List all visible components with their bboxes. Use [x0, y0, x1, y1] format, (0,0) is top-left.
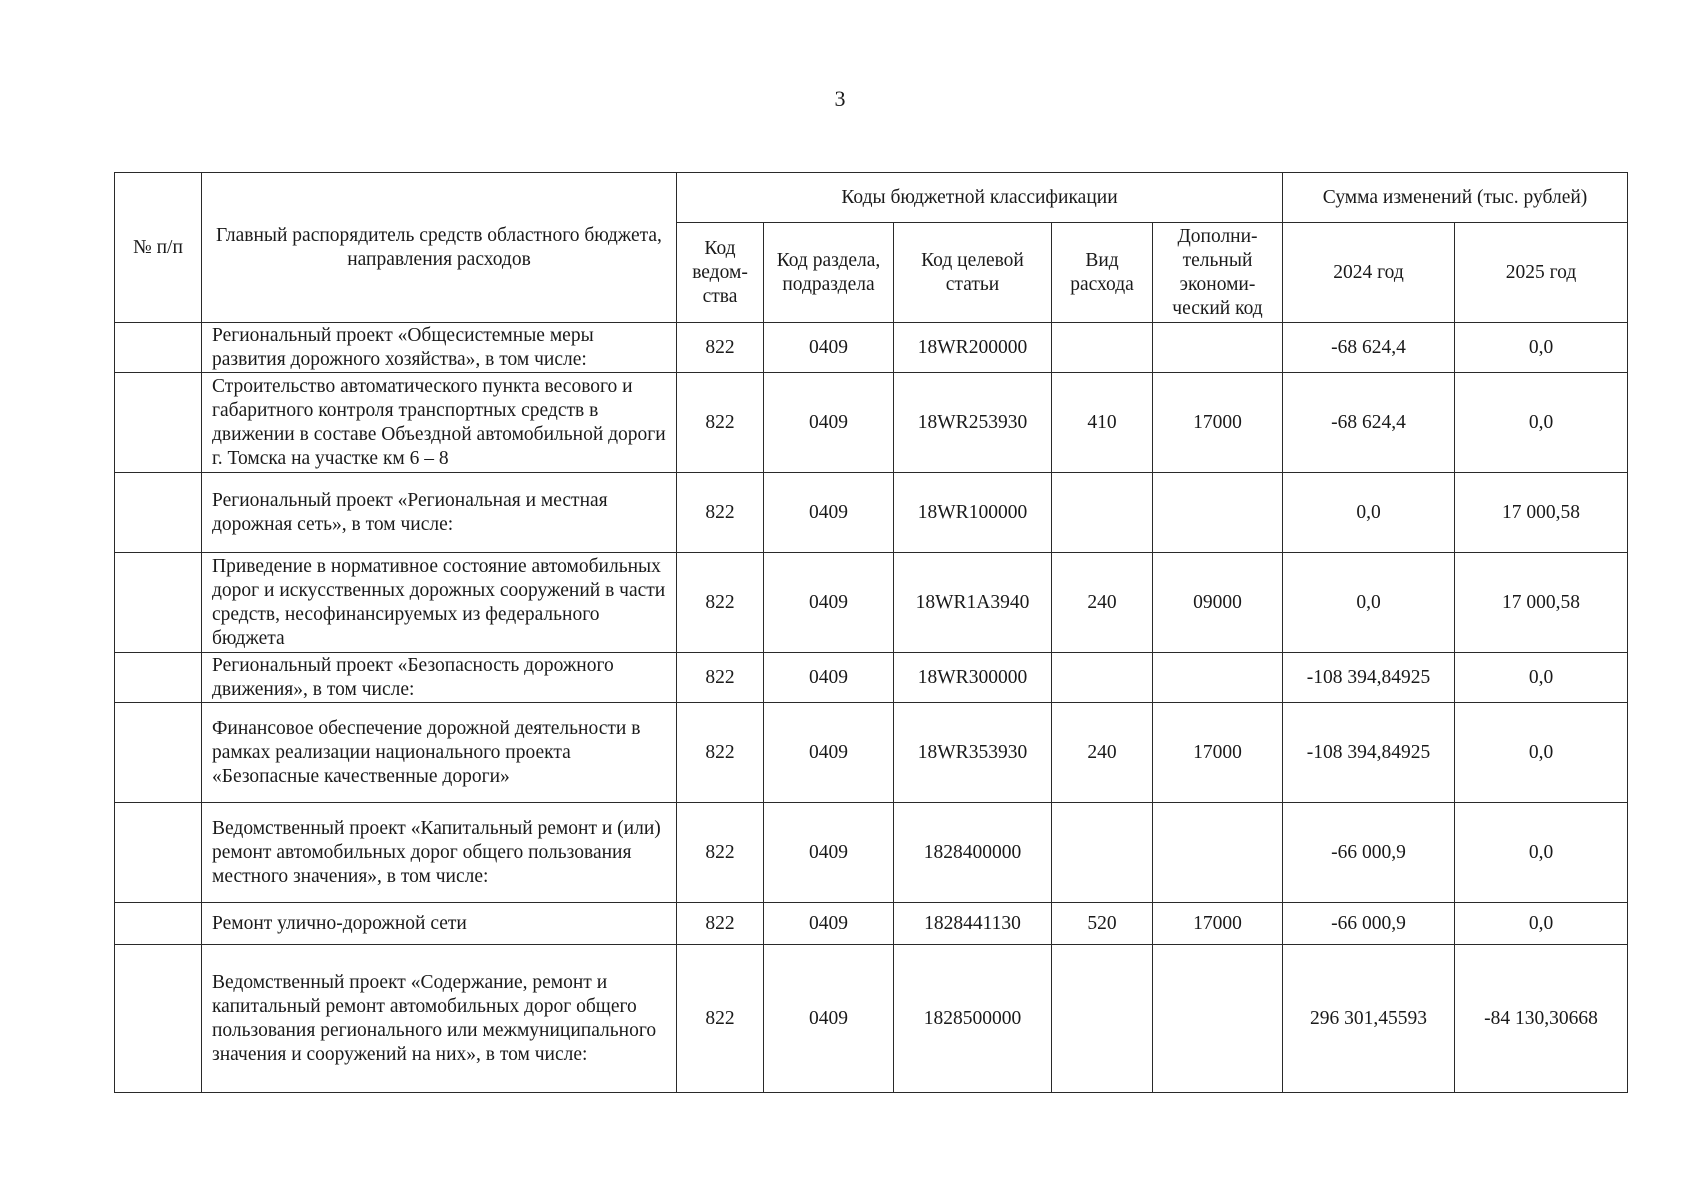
row-dept-code-cell: 822	[677, 373, 764, 473]
row-sum-2025-cell: -84 130,30668	[1455, 945, 1628, 1093]
row-expense-type-cell: 410	[1052, 373, 1153, 473]
row-section-code-cell: 0409	[764, 945, 894, 1093]
header-year-2025: 2025 год	[1455, 223, 1628, 323]
row-num-cell	[115, 373, 202, 473]
row-sum-2024-cell: 296 301,45593	[1283, 945, 1455, 1093]
row-section-code-cell: 0409	[764, 803, 894, 903]
table-row	[115, 473, 1628, 553]
row-extra-code-cell	[1153, 803, 1283, 903]
row-extra-code-cell: 17000	[1153, 703, 1283, 803]
row-dept-code-cell: 822	[677, 945, 764, 1093]
row-num-cell	[115, 903, 202, 945]
row-target-code-cell: 18WR100000	[894, 473, 1052, 553]
row-section-code-cell: 0409	[764, 553, 894, 653]
row-sum-2024-cell: -108 394,84925	[1283, 653, 1455, 703]
row-name-cell: Строительство автоматического пункта весового и габаритного контроля транспортных средств в движении в составе Объездной автомобильной дороги г. Томска на участке км 6 – 8	[202, 373, 677, 473]
table-row	[115, 803, 1628, 903]
row-dept-code-cell: 822	[677, 703, 764, 803]
row-target-code-cell: 18WR1A3940	[894, 553, 1052, 653]
header-expense-type: Вид расхода	[1052, 223, 1153, 323]
row-target-code-cell: 1828500000	[894, 945, 1052, 1093]
row-sum-2024-cell: -66 000,9	[1283, 803, 1455, 903]
row-expense-type-cell	[1052, 653, 1153, 703]
row-extra-code-cell: 17000	[1153, 373, 1283, 473]
row-target-code-cell: 1828400000	[894, 803, 1052, 903]
row-num-cell	[115, 473, 202, 553]
row-section-code-cell: 0409	[764, 473, 894, 553]
row-expense-type-cell: 240	[1052, 553, 1153, 653]
row-expense-type-cell	[1052, 473, 1153, 553]
header-sum-changes: Сумма изменений (тыс. рублей)	[1283, 173, 1628, 223]
row-sum-2024-cell: -66 000,9	[1283, 903, 1455, 945]
row-num-cell	[115, 703, 202, 803]
row-target-code-cell: 18WR200000	[894, 323, 1052, 373]
row-section-code-cell: 0409	[764, 653, 894, 703]
row-expense-type-cell: 520	[1052, 903, 1153, 945]
table-row	[115, 373, 1628, 473]
header-dept-code: Код ведом-ства	[677, 223, 764, 323]
row-sum-2025-cell: 0,0	[1455, 703, 1628, 803]
table-row	[115, 903, 1628, 945]
row-section-code-cell: 0409	[764, 703, 894, 803]
row-sum-2025-cell: 17 000,58	[1455, 473, 1628, 553]
table-header	[115, 173, 1628, 323]
header-extra-code: Дополни-тельный экономи-ческий код	[1153, 223, 1283, 323]
row-num-cell	[115, 323, 202, 373]
row-section-code-cell: 0409	[764, 903, 894, 945]
page-number: 3	[834, 86, 846, 111]
row-num-cell	[115, 553, 202, 653]
row-name-cell: Ремонт улично-дорожной сети	[202, 903, 677, 945]
row-name-cell: Региональный проект «Безопасность дорожного движения», в том числе:	[202, 653, 677, 703]
header-year-2024: 2024 год	[1283, 223, 1455, 323]
header-budget-codes: Коды бюджетной классификации	[677, 173, 1283, 223]
row-expense-type-cell	[1052, 945, 1153, 1093]
row-num-cell	[115, 803, 202, 903]
row-sum-2024-cell: -108 394,84925	[1283, 703, 1455, 803]
header-section-code: Код раздела, подраздела	[764, 223, 894, 323]
table-row	[115, 653, 1628, 703]
row-name-cell: Региональный проект «Региональная и местная дорожная сеть», в том числе:	[202, 473, 677, 553]
row-extra-code-cell: 09000	[1153, 553, 1283, 653]
row-name-cell: Ведомственный проект «Содержание, ремонт и капитальный ремонт автомобильных дорог общего пользования регионального или межмуниципального значения и сооружений на них», в том числе:	[202, 945, 677, 1093]
row-dept-code-cell: 822	[677, 473, 764, 553]
row-dept-code-cell: 822	[677, 323, 764, 373]
row-section-code-cell: 0409	[764, 323, 894, 373]
row-sum-2024-cell: 0,0	[1283, 553, 1455, 653]
row-extra-code-cell	[1153, 473, 1283, 553]
row-section-code-cell: 0409	[764, 373, 894, 473]
row-expense-type-cell	[1052, 323, 1153, 373]
row-target-code-cell: 1828441130	[894, 903, 1052, 945]
row-extra-code-cell	[1153, 653, 1283, 703]
row-extra-code-cell	[1153, 945, 1283, 1093]
row-sum-2024-cell: -68 624,4	[1283, 373, 1455, 473]
row-sum-2024-cell: 0,0	[1283, 473, 1455, 553]
header-target-code: Код целевой статьи	[894, 223, 1052, 323]
row-target-code-cell: 18WR253930	[894, 373, 1052, 473]
row-sum-2025-cell: 0,0	[1455, 373, 1628, 473]
table-row	[115, 323, 1628, 373]
row-sum-2025-cell: 17 000,58	[1455, 553, 1628, 653]
table-row	[115, 703, 1628, 803]
row-name-cell: Ведомственный проект «Капитальный ремонт и (или) ремонт автомобильных дорог общего пользования местного значения», в том числе:	[202, 803, 677, 903]
row-extra-code-cell: 17000	[1153, 903, 1283, 945]
row-sum-2025-cell: 0,0	[1455, 323, 1628, 373]
row-target-code-cell: 18WR300000	[894, 653, 1052, 703]
row-name-cell: Региональный проект «Общесистемные меры развития дорожного хозяйства», в том числе:	[202, 323, 677, 373]
table-row	[115, 945, 1628, 1093]
row-extra-code-cell	[1153, 323, 1283, 373]
row-sum-2024-cell: -68 624,4	[1283, 323, 1455, 373]
row-num-cell	[115, 945, 202, 1093]
header-num: № п/п	[115, 173, 202, 323]
row-dept-code-cell: 822	[677, 653, 764, 703]
table-row	[115, 553, 1628, 653]
row-dept-code-cell: 822	[677, 803, 764, 903]
row-name-cell: Приведение в нормативное состояние автомобильных дорог и искусственных дорожных сооружений в части средств, несофинансируемых из федерального бюджета	[202, 553, 677, 653]
row-sum-2025-cell: 0,0	[1455, 653, 1628, 703]
row-num-cell	[115, 653, 202, 703]
row-sum-2025-cell: 0,0	[1455, 803, 1628, 903]
row-dept-code-cell: 822	[677, 553, 764, 653]
row-expense-type-cell	[1052, 803, 1153, 903]
row-dept-code-cell: 822	[677, 903, 764, 945]
table-body	[115, 323, 1628, 1093]
budget-changes-table	[114, 172, 1628, 1093]
row-name-cell: Финансовое обеспечение дорожной деятельности в рамках реализации национального проекта «Безопасные качественные дороги»	[202, 703, 677, 803]
header-name: Главный распорядитель средств областного бюджета, направления расходов	[202, 173, 677, 323]
row-sum-2025-cell: 0,0	[1455, 903, 1628, 945]
row-expense-type-cell: 240	[1052, 703, 1153, 803]
row-target-code-cell: 18WR353930	[894, 703, 1052, 803]
